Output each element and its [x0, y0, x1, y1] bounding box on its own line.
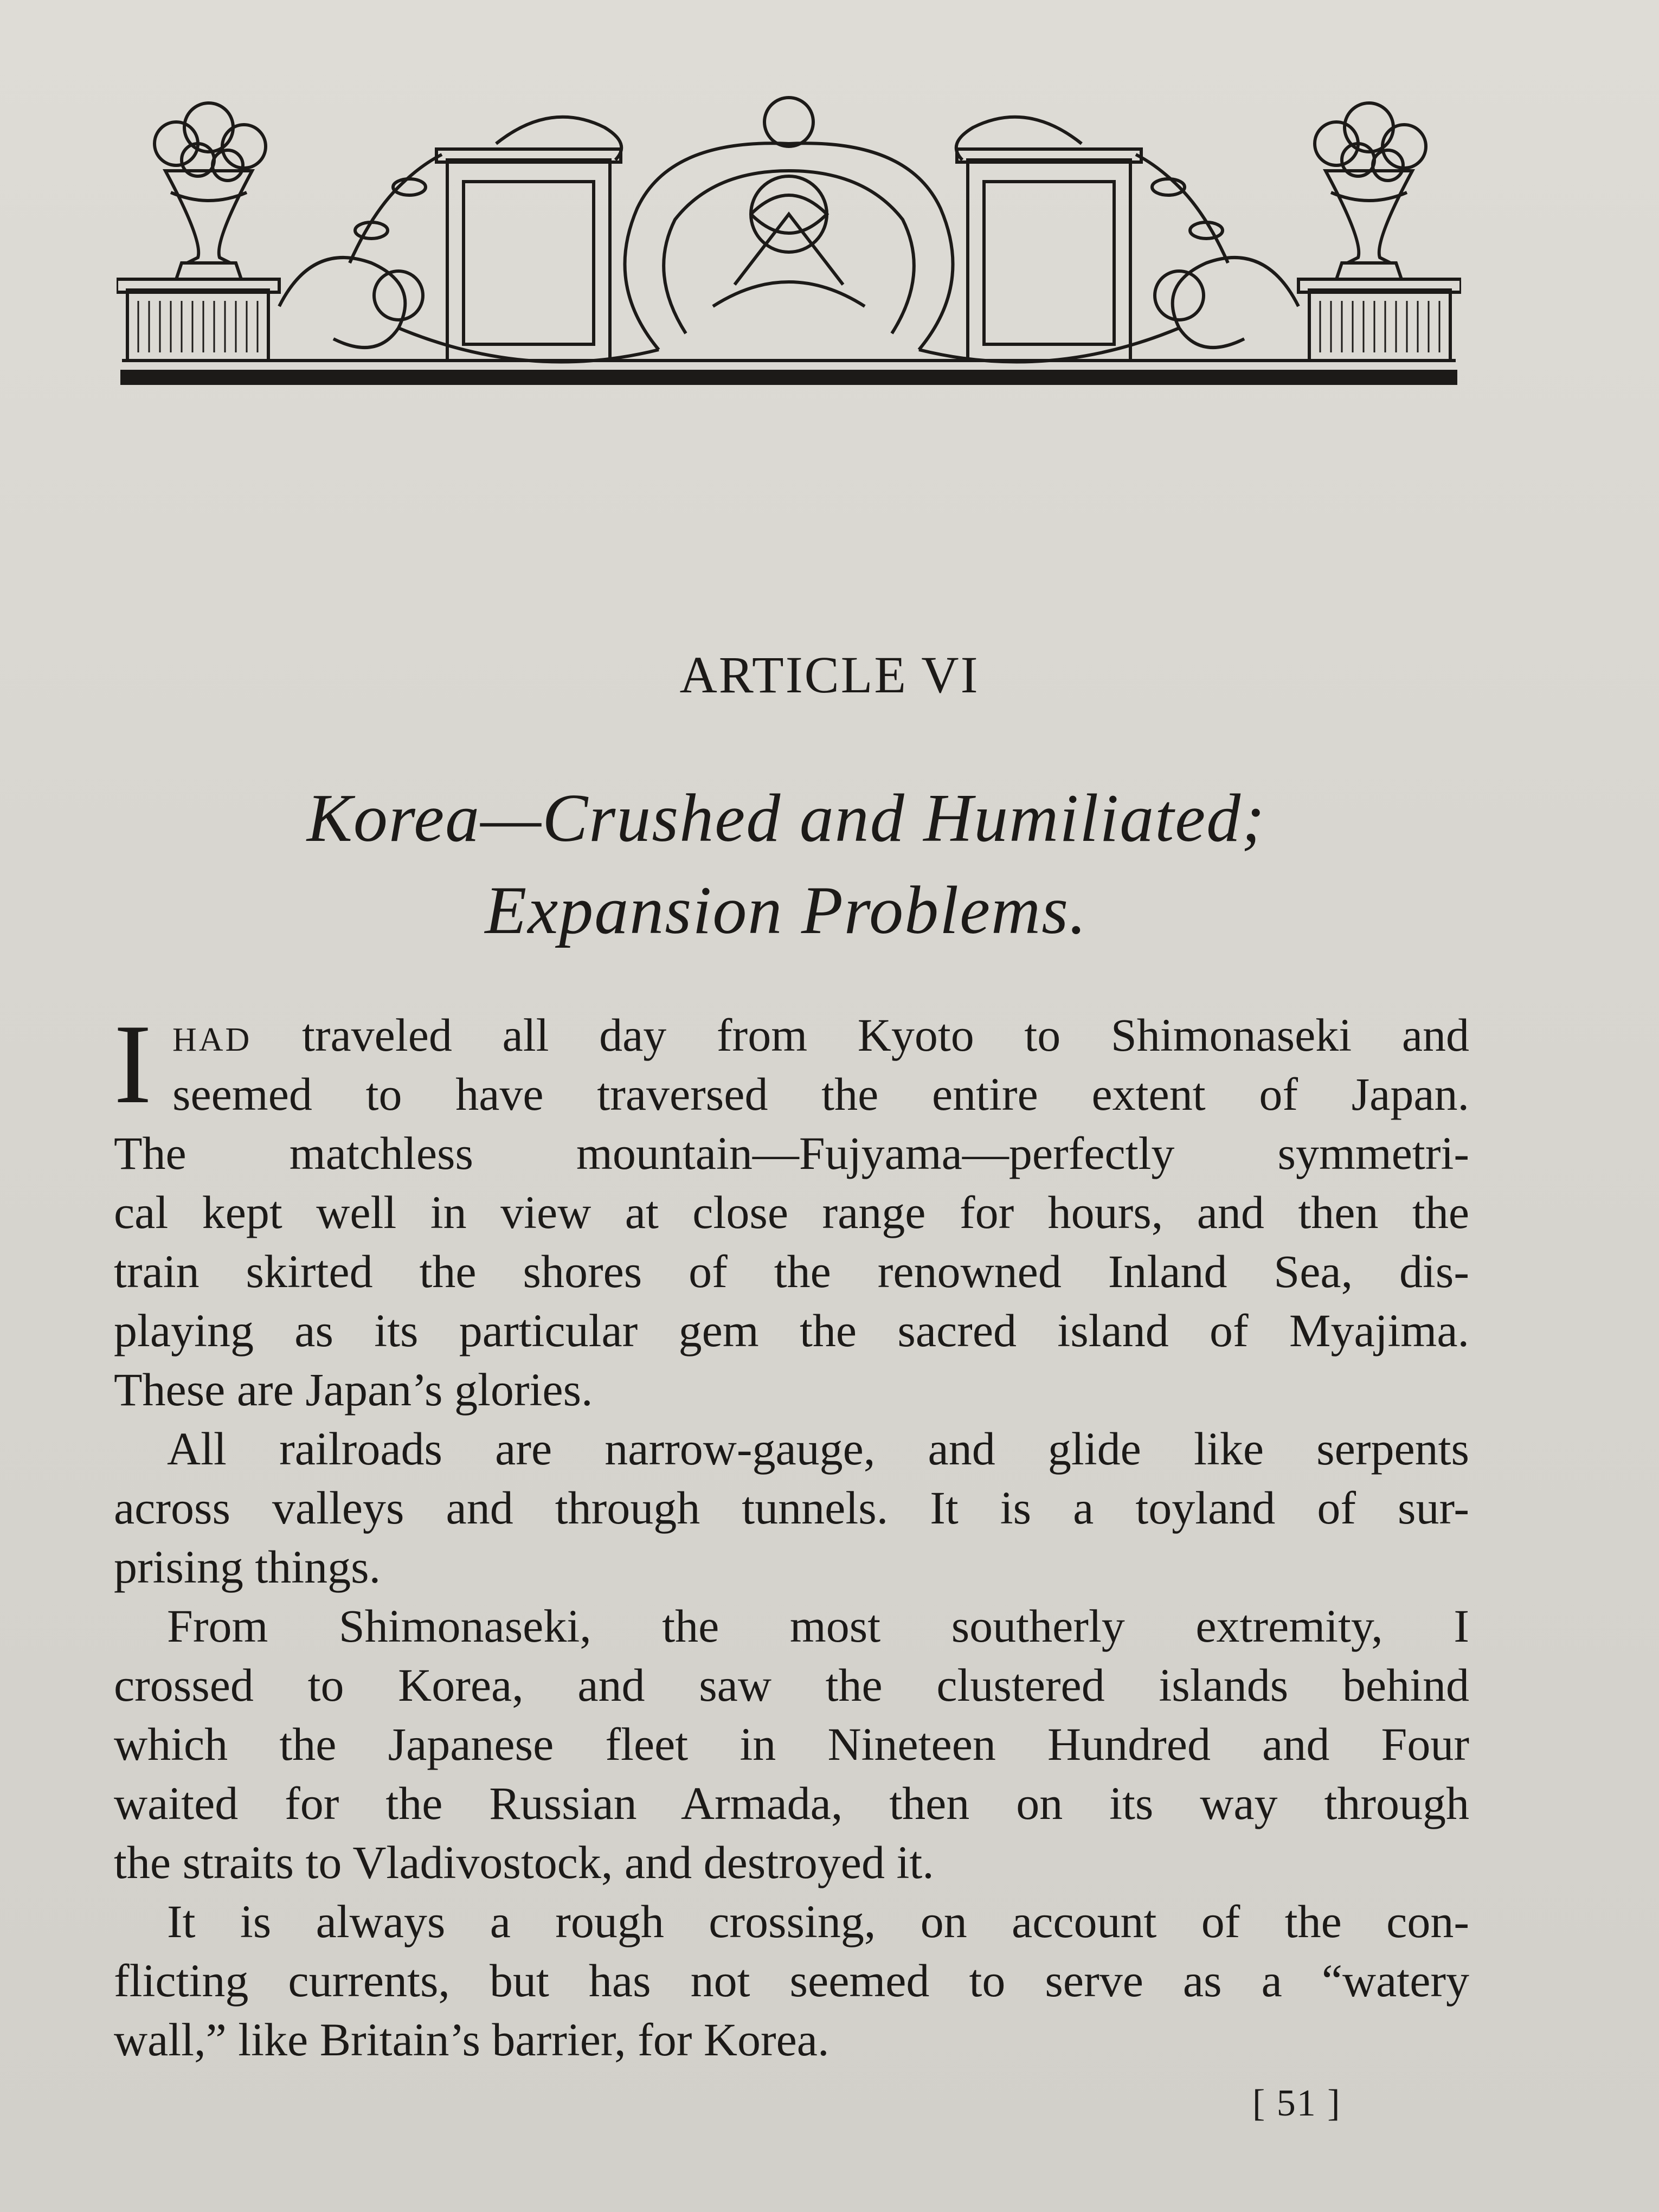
text-line: across valleys and through tunnels. It is a toyland of sur-: [114, 1482, 1469, 1534]
text-line: The matchless mountain—Fujyama—perfectly symmetri-: [114, 1127, 1469, 1179]
article-number-heading: ARTICLE VI: [679, 646, 980, 704]
text-line: the straits to Vladivostock, and destroyed it.: [114, 1836, 934, 1888]
text-line: [114, 1006, 1469, 1065]
page-number: [ 51 ]: [1252, 2082, 1341, 2124]
paragraph-4: [114, 1892, 1469, 2069]
chapter-title-line-2: Expansion Problems.: [485, 873, 1088, 948]
drop-cap-initial: I: [114, 1001, 152, 1127]
body-text: [114, 1001, 1469, 2069]
text-line: prising things.: [114, 1541, 381, 1593]
text-line: All railroads are narrow-gauge, and glide like serpents: [167, 1423, 1469, 1475]
chapter-title: [163, 773, 1410, 957]
paragraph-2: [114, 1419, 1469, 1597]
paragraph-3: [114, 1597, 1469, 1892]
text-line: These are Japan’s glories.: [114, 1364, 593, 1416]
text-line: It is always a rough crossing, on account of the con-: [167, 1895, 1469, 1947]
text-line: seemed to have traversed the entire extent of Japan.: [172, 1068, 1469, 1120]
text-line: crossed to Korea, and saw the clustered islands behind: [114, 1659, 1469, 1711]
text-line: playing as its particular gem the sacred island of Myajima.: [114, 1304, 1469, 1356]
line-text: traveled all day from Kyoto to Shimonaseki and: [252, 1009, 1469, 1061]
chapter-title-line-1: Korea—Crushed and Humiliated;: [306, 781, 1266, 856]
text-line: waited for the Russian Armada, then on its way through: [114, 1777, 1469, 1829]
paragraph-1: [114, 1001, 1469, 1419]
text-line: cal kept well in view at close range for hours, and then the: [114, 1186, 1469, 1238]
text-line: which the Japanese fleet in Nineteen Hundred and Four: [114, 1718, 1469, 1770]
first-word-smallcaps: HAD: [172, 1021, 252, 1058]
text-line: From Shimonaseki, the most southerly extremity, I: [167, 1600, 1469, 1652]
text-line: flicting currents, but has not seemed to serve as a “watery: [114, 1954, 1469, 2007]
decorative-headpiece-ornament: [117, 79, 1461, 404]
text-line: wall,” like Britain’s barrier, for Korea.: [114, 2014, 829, 2066]
text-line: train skirted the shores of the renowned Inland Sea, dis-: [114, 1245, 1469, 1297]
